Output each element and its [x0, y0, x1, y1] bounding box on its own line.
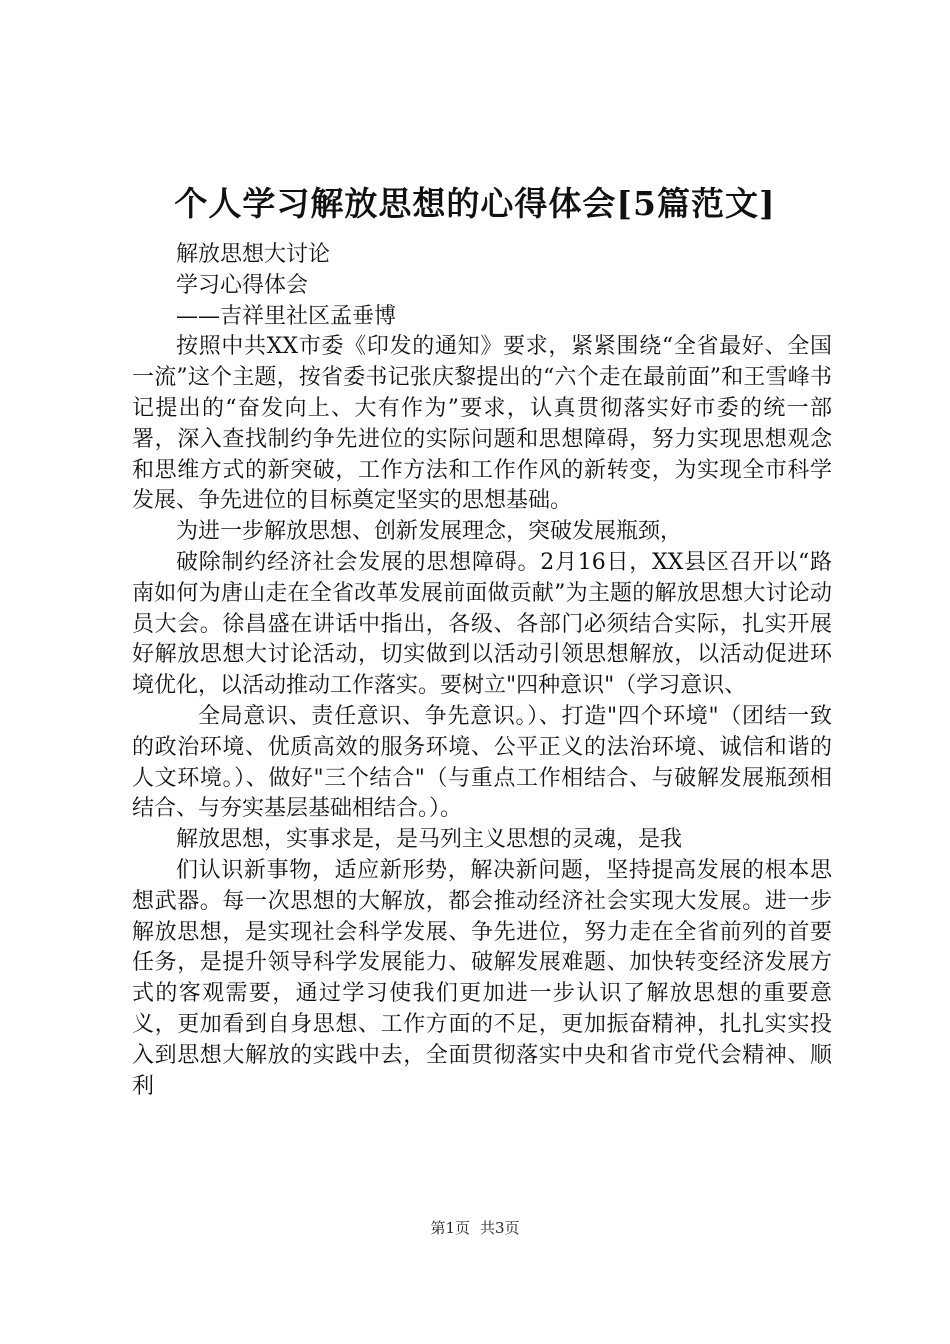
page-number: 第1页: [430, 1219, 470, 1237]
body-paragraph: 们认识新事物，适应新形势，解决新问题，坚持提高发展的根本思想武器。每一次思想的大解放，都会推动经济社会实现大发展。进一步解放思想，是实现社会科学发展、争先进位，努力走在全省前列的首要任务，是提升领导科学发展能力、破解发展难题、加快转变经济发展方式的客观需要，通过学习使我们更加进一步认识了解放思想的重要意义，更加看到自身思想、工作方面的不足，更加振奋精神，扎扎实实投入到思想大解放的实践中去，全面贯彻落实中央和省市党代会精神、顺利: [132, 857, 832, 1099]
body-paragraph: 按照中共XX市委《印发的通知》要求，紧紧围绕“全省最好、全国一流”这个主题，按省委书记张庆黎提出的“六个走在最前面”和王雪峰书记提出的“奋发向上、大有作为”要求，认真贯彻落实好市委的统一部署，深入查找制约争先进位的实际问题和思想障碍，努力实现思想观念和思维方式的新突破，工作方法和工作作风的新转变，为实现全市科学发展、争先进位的目标奠定坚实的思想基础。: [132, 334, 832, 514]
page-footer: [0, 1218, 950, 1238]
document-title: 个人学习解放思想的心得体会[5篇范文]: [174, 184, 776, 223]
heading-line-subtitle: 学习心得体会: [176, 272, 309, 298]
body-paragraph: 解放思想，实事求是，是马列主义思想的灵魂，是我: [176, 827, 683, 853]
body-paragraph: 破除制约经济社会发展的思想障碍。2月16日，XX县区召开以“路南如何为唐山走在全省改革发展前面做贡献”为主题的解放思想大讨论动员大会。徐昌盛在讲话中指出，各级、各部门必须结合实际，扎实开展好解放思想大讨论活动，切实做到以活动引领思想解放，以活动促进环境优化，以活动推动工作落实。要树立"四种意识"（学习意识、: [132, 549, 832, 699]
heading-line-topic: 解放思想大讨论: [176, 242, 331, 267]
body-paragraph: 全局意识、责任意识、争先意识。）、打造"四个环境"（团结一致的政治环境、优质高效的服务环境、公平正义的法治环境、诚信和谐的人文环境。）、做好"三个结合"（与重点工作相结合、与破解发展瓶颈相结合、与夯实基层基础相结合。）。: [132, 703, 832, 822]
author-line: ——吉祥里社区孟垂博: [176, 303, 397, 329]
page-total: 共3页: [480, 1219, 520, 1237]
body-paragraph: 为进一步解放思想、创新发展理念，突破发展瓶颈，: [176, 519, 683, 545]
document-body: [132, 240, 832, 1102]
